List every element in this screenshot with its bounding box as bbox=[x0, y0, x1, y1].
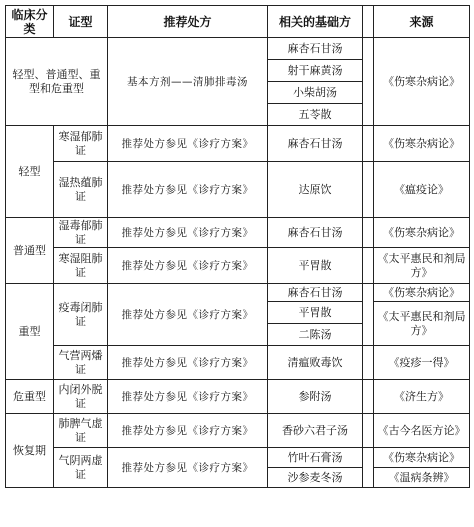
base-formula-cell: 竹叶石膏汤 bbox=[268, 448, 363, 468]
header-base-formula: 相关的基础方 bbox=[268, 6, 363, 38]
table-row bbox=[6, 346, 470, 380]
table-row bbox=[6, 218, 470, 248]
header-row bbox=[6, 6, 470, 38]
base-formula-cell: 麻杏石甘汤 bbox=[268, 126, 363, 162]
syndrome-cell: 肺脾气虚证 bbox=[54, 414, 108, 448]
base-formula-cell: 参附汤 bbox=[268, 380, 363, 414]
prescription-cell: 推荐处方参见《诊疗方案》 bbox=[108, 346, 268, 380]
source-cell: 《瘟疫论》 bbox=[374, 162, 470, 218]
source-cell: 《伤寒杂病论》 bbox=[374, 448, 470, 468]
base-formula-cell: 小柴胡汤 bbox=[268, 82, 363, 104]
syndrome-cell: 寒湿阻肺证 bbox=[54, 248, 108, 284]
syndrome-cell: 气阴两虚证 bbox=[54, 448, 108, 488]
table-row bbox=[6, 126, 470, 162]
category-cell: 恢复期 bbox=[6, 414, 54, 488]
prescription-cell: 推荐处方参见《诊疗方案》 bbox=[108, 284, 268, 346]
table-row bbox=[6, 284, 470, 302]
base-formula-cell: 香砂六君子汤 bbox=[268, 414, 363, 448]
prescription-cell: 推荐处方参见《诊疗方案》 bbox=[108, 218, 268, 248]
source-cell: 《古今名医方论》 bbox=[374, 414, 470, 448]
syndrome-cell: 内闭外脱证 bbox=[54, 380, 108, 414]
syndrome-cell: 气营两燔证 bbox=[54, 346, 108, 380]
prescription-table bbox=[5, 5, 470, 488]
base-formula-cell: 麻杏石甘汤 bbox=[268, 218, 363, 248]
syndrome-cell: 湿热蕴肺证 bbox=[54, 162, 108, 218]
source-cell: 《太平惠民和剂局方》 bbox=[374, 248, 470, 284]
prescription-cell: 推荐处方参见《诊疗方案》 bbox=[108, 380, 268, 414]
prescription-cell: 推荐处方参见《诊疗方案》 bbox=[108, 126, 268, 162]
source-cell: 《太平惠民和剂局方》 bbox=[374, 302, 470, 346]
prescription-cell: 推荐处方参见《诊疗方案》 bbox=[108, 162, 268, 218]
header-prescription: 推荐处方 bbox=[108, 6, 268, 38]
syndrome-cell: 疫毒闭肺证 bbox=[54, 284, 108, 346]
base-formula-cell: 清瘟败毒饮 bbox=[268, 346, 363, 380]
table-row bbox=[6, 38, 470, 60]
category-cell: 普通型 bbox=[6, 218, 54, 284]
syndrome-cell: 湿毒郁肺证 bbox=[54, 218, 108, 248]
base-formula-cell: 麻杏石甘汤 bbox=[268, 284, 363, 302]
header-source: 来源 bbox=[374, 6, 470, 38]
source-cell: 《温病条辨》 bbox=[374, 468, 470, 488]
category-cell: 危重型 bbox=[6, 380, 54, 414]
base-formula-cell: 平胃散 bbox=[268, 248, 363, 284]
table-row bbox=[6, 414, 470, 448]
base-formula-cell: 沙参麦冬汤 bbox=[268, 468, 363, 488]
table-row bbox=[6, 248, 470, 284]
source-cell: 《伤寒杂病论》 bbox=[374, 218, 470, 248]
prescription-cell: 推荐处方参见《诊疗方案》 bbox=[108, 248, 268, 284]
prescription-cell: 推荐处方参见《诊疗方案》 bbox=[108, 448, 268, 488]
prescription-cell: 基本方剂——清肺排毒汤 bbox=[108, 38, 268, 126]
syndrome-cell: 寒湿郁肺证 bbox=[54, 126, 108, 162]
base-formula-cell: 达原饮 bbox=[268, 162, 363, 218]
prescription-table-container bbox=[5, 5, 469, 488]
table-row bbox=[6, 380, 470, 414]
category-cell: 轻型、普通型、重型和危重型 bbox=[6, 38, 108, 126]
base-formula-cell: 五苓散 bbox=[268, 104, 363, 126]
source-cell: 《伤寒杂病论》 bbox=[374, 126, 470, 162]
base-formula-cell: 麻杏石甘汤 bbox=[268, 38, 363, 60]
category-cell: 重型 bbox=[6, 284, 54, 380]
base-formula-cell: 射干麻黄汤 bbox=[268, 60, 363, 82]
table-row bbox=[6, 162, 470, 218]
source-cell: 《济生方》 bbox=[374, 380, 470, 414]
prescription-cell: 推荐处方参见《诊疗方案》 bbox=[108, 414, 268, 448]
base-formula-cell: 二陈汤 bbox=[268, 324, 363, 346]
header-syndrome: 证型 bbox=[54, 6, 108, 38]
category-cell: 轻型 bbox=[6, 126, 54, 218]
base-formula-cell: 平胃散 bbox=[268, 302, 363, 324]
header-category: 临床分类 bbox=[6, 6, 54, 38]
source-cell: 《疫疹一得》 bbox=[374, 346, 470, 380]
source-cell: 《伤寒杂病论》 bbox=[374, 284, 470, 302]
header-gap bbox=[363, 6, 374, 38]
source-cell: 《伤寒杂病论》 bbox=[374, 38, 470, 126]
table-row bbox=[6, 448, 470, 468]
